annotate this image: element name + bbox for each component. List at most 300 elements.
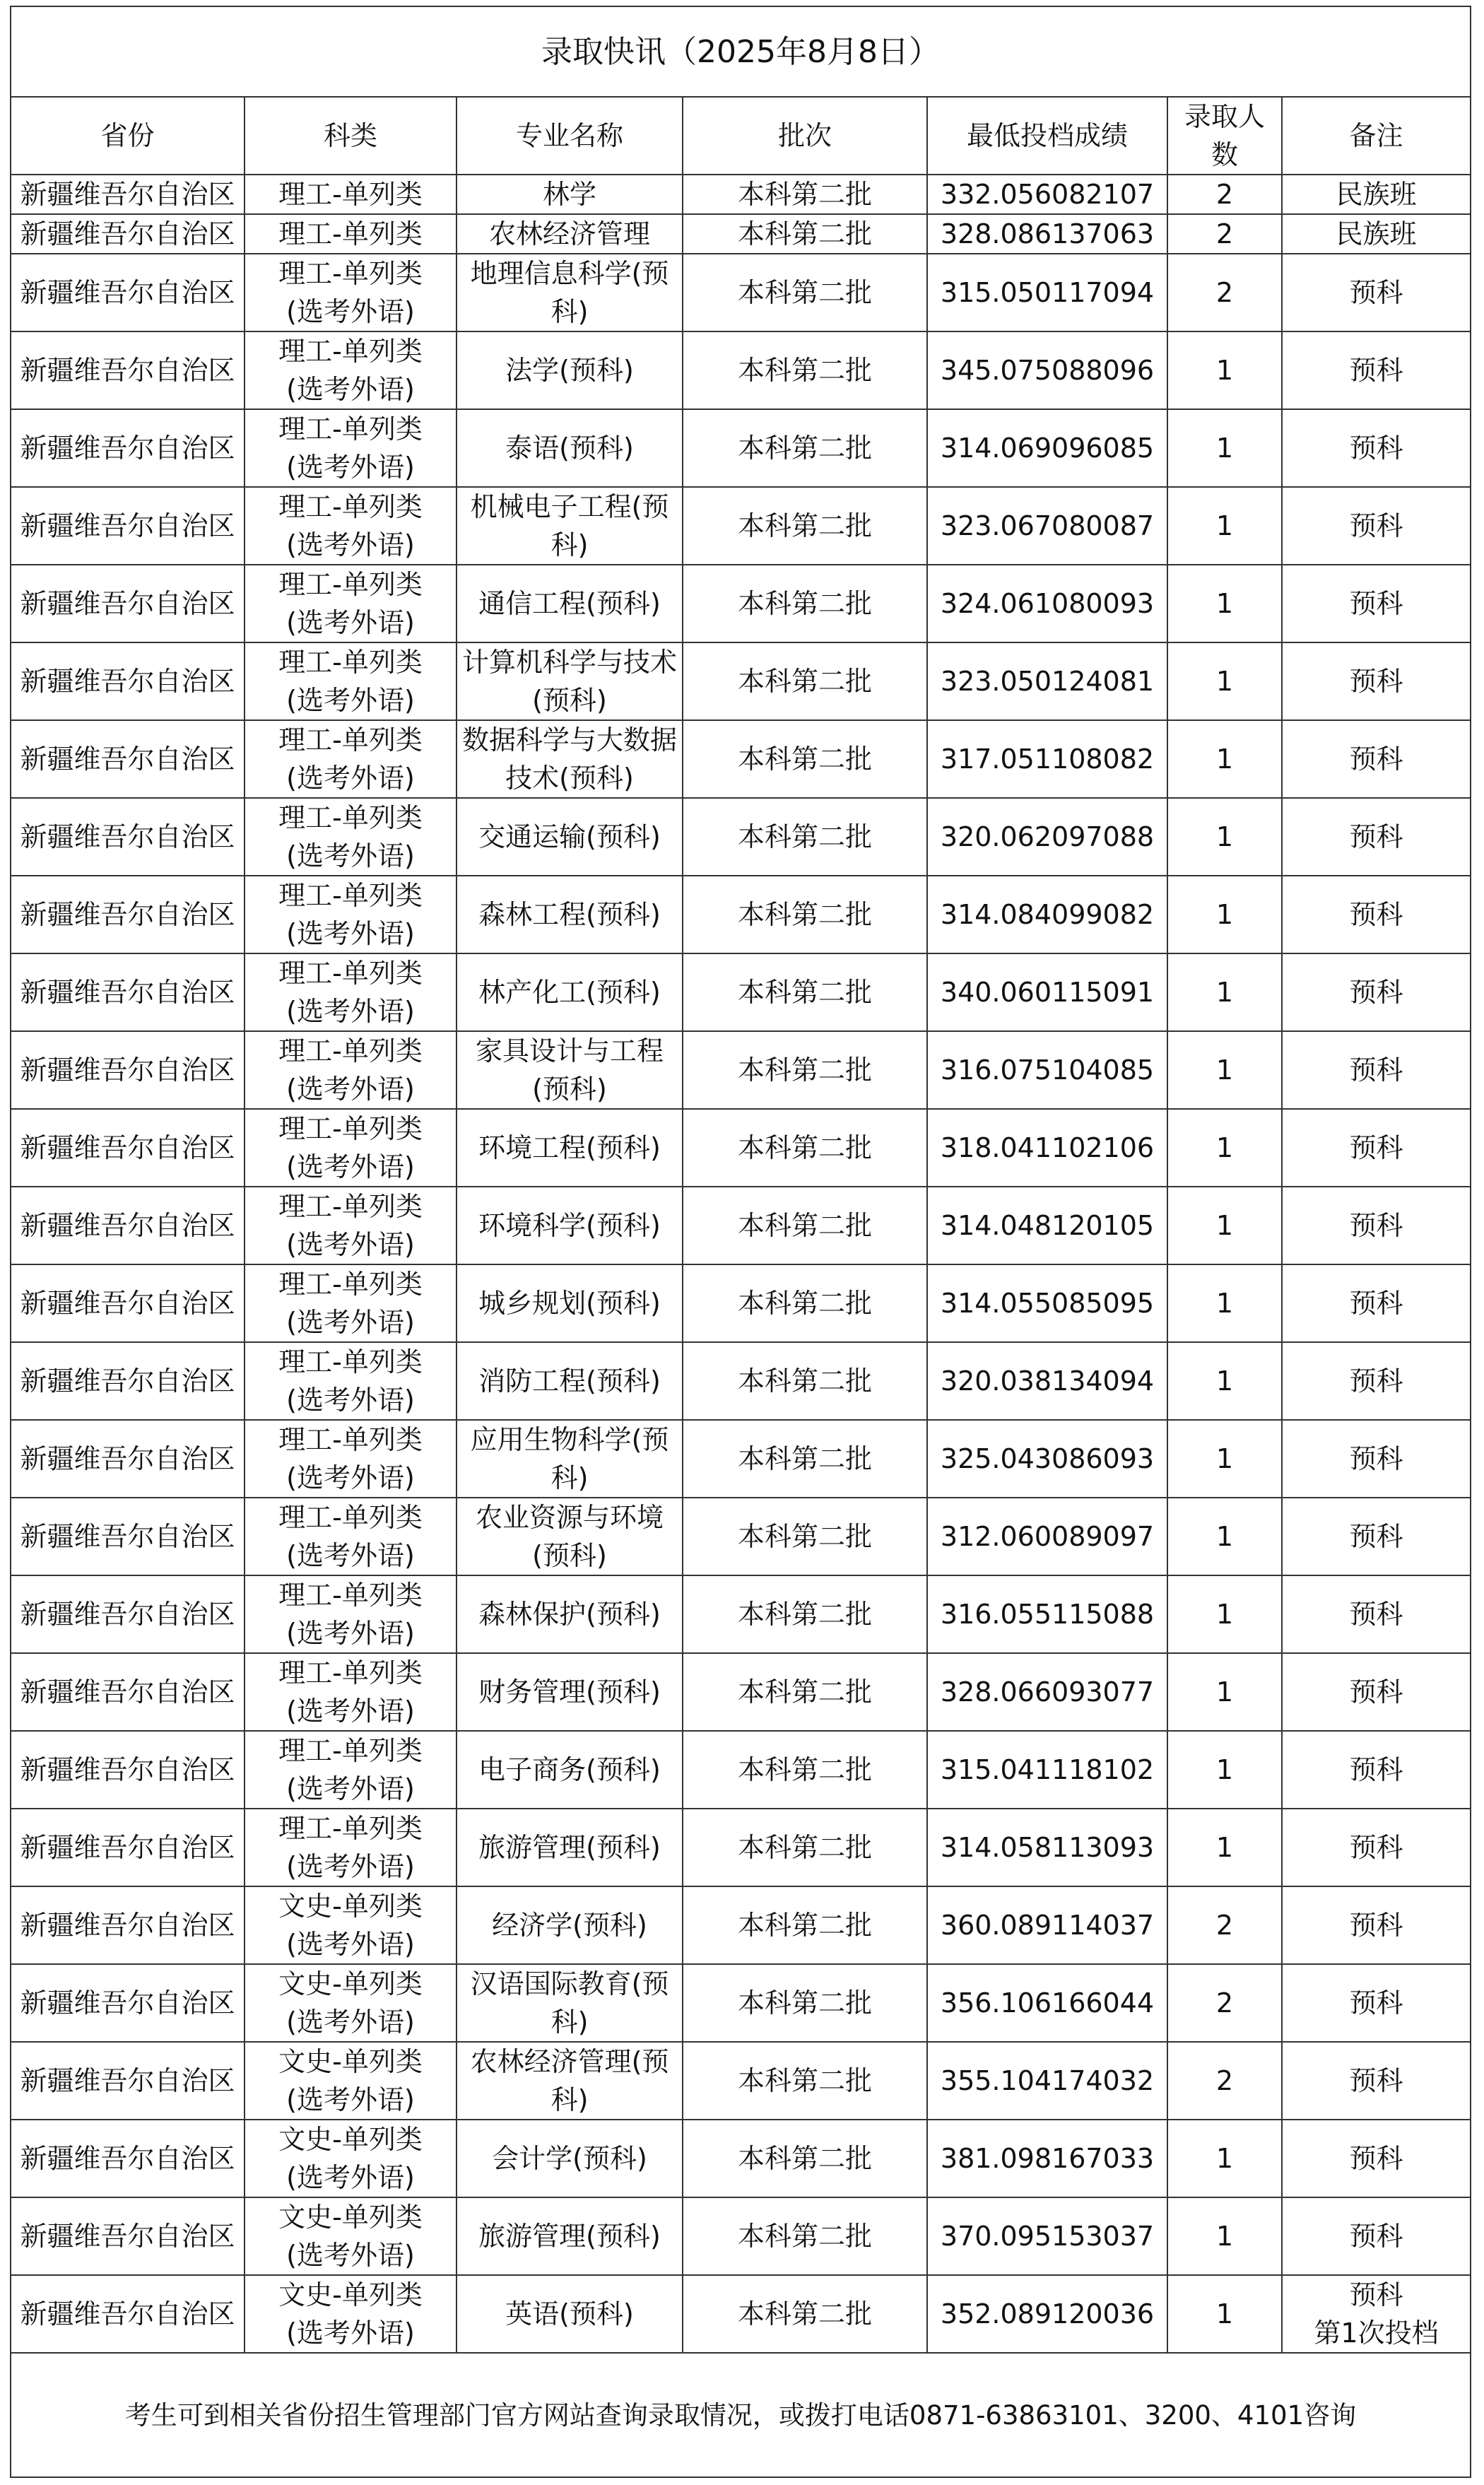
cell-major [457,254,683,331]
cell-province: 新疆维吾尔自治区 [11,798,245,876]
cell-note [1282,1420,1470,1498]
cell-note-line: 预科 [1349,1754,1403,1785]
cell-batch: 本科第二批 [683,1886,927,1964]
cell-major-line: 森林工程(预科) [478,899,661,930]
cell-batch: 本科第二批 [683,331,927,409]
cell-count: 1 [1167,409,1282,487]
cell-major-line: 环境工程(预科) [478,1132,661,1163]
cell-note [1282,642,1470,720]
cell-batch: 本科第二批 [683,720,927,798]
cell-province: 新疆维吾尔自治区 [11,953,245,1031]
cell-province: 新疆维吾尔自治区 [11,2120,245,2197]
cell-type [245,175,457,214]
cell-type-line: (选考外语) [286,1307,415,1338]
cell-score: 323.067080087 [927,487,1167,565]
table-row [11,642,1470,720]
cell-score: 381.098167033 [927,2120,1167,2197]
cell-type-line: 理工-单列类 [278,1346,423,1377]
table-row [11,1342,1470,1420]
cell-count: 1 [1167,487,1282,565]
cell-type [245,953,457,1031]
cell-type-line: 理工-单列类 [278,724,423,756]
cell-note-line: 预科 [1349,1132,1403,1163]
cell-note-line: 预科 [1349,744,1403,775]
table-row [11,1420,1470,1498]
cell-province: 新疆维吾尔自治区 [11,2042,245,2120]
cell-note [1282,1342,1470,1420]
cell-type-line: 理工-单列类 [278,1269,423,1300]
table-row [11,1187,1470,1264]
cell-count: 1 [1167,1809,1282,1886]
cell-note-line: 预科 [1349,510,1403,541]
cell-type-line: (选考外语) [286,1540,415,1571]
cell-score: 352.089120036 [927,2275,1167,2353]
cell-count: 1 [1167,1498,1282,1575]
table-row [11,1964,1470,2042]
cell-province: 新疆维吾尔自治区 [11,487,245,565]
cell-type-line: (选考外语) [286,2317,415,2349]
cell-note-line: 预科 [1349,355,1403,386]
cell-province: 新疆维吾尔自治区 [11,1342,245,1420]
cell-note-line: 预科 [1349,1832,1403,1863]
cell-count: 1 [1167,565,1282,642]
cell-score: 332.056082107 [927,175,1167,214]
cell-type-line: (选考外语) [286,1851,415,1882]
cell-score: 370.095153037 [927,2197,1167,2275]
cell-type-line: 理工-单列类 [278,880,423,911]
cell-province: 新疆维吾尔自治区 [11,1964,245,2042]
cell-major [457,2197,683,2275]
cell-major-line: 旅游管理(预科) [478,1832,661,1863]
cell-major-line: (预科) [532,1540,607,1571]
table-row [11,2275,1470,2353]
cell-batch: 本科第二批 [683,409,927,487]
cell-type-line: 理工-单列类 [278,958,423,989]
cell-note [1282,2120,1470,2197]
cell-note-line: 预科 [1349,1987,1403,2019]
table-row [11,1498,1470,1575]
cell-province: 新疆维吾尔自治区 [11,1809,245,1886]
cell-province: 新疆维吾尔自治区 [11,331,245,409]
cell-type-line: (选考外语) [286,763,415,794]
cell-type-line: 理工-单列类 [278,1502,423,1533]
cell-count: 2 [1167,254,1282,331]
cell-major-line: 经济学(预科) [492,1910,647,1941]
cell-batch: 本科第二批 [683,1342,927,1420]
table-row [11,1886,1470,1964]
cell-type-line: 理工-单列类 [278,1191,423,1222]
table-row [11,1264,1470,1342]
cell-note-line: 民族班 [1336,179,1417,210]
header-batch: 批次 [683,98,927,175]
cell-score: 325.043086093 [927,1420,1167,1498]
header-score: 最低投档成绩 [927,98,1167,175]
table-row [11,565,1470,642]
cell-type [245,331,457,409]
cell-batch: 本科第二批 [683,953,927,1031]
cell-type-line: 理工-单列类 [278,218,423,249]
cell-type [245,1575,457,1653]
header-province: 省份 [11,98,245,175]
cell-major [457,2042,683,2120]
table-row [11,175,1470,214]
cell-note-line: 预科 [1349,899,1403,930]
cell-type [245,642,457,720]
cell-score: 340.060115091 [927,953,1167,1031]
cell-note-line: 民族班 [1336,218,1417,249]
cell-count: 1 [1167,1264,1282,1342]
cell-major [457,642,683,720]
cell-type-line: 理工-单列类 [278,647,423,678]
cell-batch: 本科第二批 [683,1575,927,1653]
cell-batch: 本科第二批 [683,876,927,953]
cell-type [245,1886,457,1964]
cell-score: 318.041102106 [927,1109,1167,1187]
cell-note-line: 预科 [1349,1054,1403,1086]
cell-type-line: 理工-单列类 [278,1424,423,1455]
cell-note-line: 预科 [1349,1365,1403,1397]
table-row [11,1809,1470,1886]
table-row [11,2120,1470,2197]
cell-note [1282,1498,1470,1575]
cell-major-line: 科) [550,2084,589,2115]
cell-type-line: 理工-单列类 [278,258,423,289]
cell-score: 360.089114037 [927,1886,1167,1964]
cell-province: 新疆维吾尔自治区 [11,720,245,798]
cell-type-line: (选考外语) [286,2084,415,2115]
cell-batch: 本科第二批 [683,1109,927,1187]
cell-type-line: 文史-单列类 [278,2046,423,2077]
cell-province: 新疆维吾尔自治区 [11,642,245,720]
cell-province: 新疆维吾尔自治区 [11,1420,245,1498]
cell-major-line: 农林经济管理 [488,218,650,249]
cell-note [1282,1264,1470,1342]
cell-count: 1 [1167,2197,1282,2275]
cell-note-line: 预科 [1349,2279,1403,2310]
cell-note [1282,798,1470,876]
cell-province: 新疆维吾尔自治区 [11,254,245,331]
cell-type [245,1187,457,1264]
cell-batch: 本科第二批 [683,2197,927,2275]
cell-province: 新疆维吾尔自治区 [11,1886,245,1964]
cell-note [1282,254,1470,331]
table-row [11,1031,1470,1109]
cell-batch: 本科第二批 [683,254,927,331]
cell-type-line: (选考外语) [286,452,415,483]
cell-score: 328.066093077 [927,1653,1167,1731]
cell-major [457,565,683,642]
cell-count: 2 [1167,1886,1282,1964]
cell-score: 356.106166044 [927,1964,1167,2042]
cell-major-line: 财务管理(预科) [478,1676,661,1708]
cell-note [1282,1575,1470,1653]
cell-batch: 本科第二批 [683,2275,927,2353]
cell-province: 新疆维吾尔自治区 [11,409,245,487]
cell-type-line: 理工-单列类 [278,179,423,210]
cell-type [245,1109,457,1187]
cell-note-line: 预科 [1349,2221,1403,2252]
table-row [11,876,1470,953]
cell-note-line: 预科 [1349,2143,1403,2174]
cell-type-line: (选考外语) [286,840,415,871]
cell-type-line: 理工-单列类 [278,1735,423,1766]
cell-note-line: 预科 [1349,977,1403,1008]
header-type: 科类 [245,98,457,175]
cell-score: 314.084099082 [927,876,1167,953]
cell-type-line: 理工-单列类 [278,1580,423,1611]
cell-province: 新疆维吾尔自治区 [11,1187,245,1264]
cell-major [457,214,683,254]
cell-type-line: (选考外语) [286,374,415,405]
cell-note [1282,1653,1470,1731]
cell-major-line: 消防工程(预科) [478,1365,661,1397]
cell-note [1282,175,1470,214]
cell-batch: 本科第二批 [683,1031,927,1109]
cell-note-line: 预科 [1349,1210,1403,1241]
cell-batch: 本科第二批 [683,1264,927,1342]
cell-type-line: 文史-单列类 [278,2279,423,2310]
cell-province: 新疆维吾尔自治区 [11,876,245,953]
cell-major-line: 英语(预科) [505,2298,634,2330]
cell-type-line: 理工-单列类 [278,1113,423,1144]
cell-batch: 本科第二批 [683,2042,927,2120]
cell-score: 314.058113093 [927,1809,1167,1886]
cell-batch: 本科第二批 [683,2120,927,2197]
cell-batch: 本科第二批 [683,1809,927,1886]
table-row [11,2197,1470,2275]
cell-score: 317.051108082 [927,720,1167,798]
cell-major [457,1653,683,1731]
cell-note [1282,2197,1470,2275]
table-row [11,254,1470,331]
cell-count: 1 [1167,1420,1282,1498]
cell-batch: 本科第二批 [683,798,927,876]
cell-note-line: 预科 [1349,1288,1403,1319]
cell-type-line: 理工-单列类 [278,1657,423,1688]
cell-type-line: (选考外语) [286,296,415,327]
cell-province: 新疆维吾尔自治区 [11,1031,245,1109]
cell-major [457,1187,683,1264]
cell-major [457,1342,683,1420]
cell-major-line: 农林经济管理(预 [470,2046,669,2077]
cell-type [245,798,457,876]
cell-note-line: 预科 [1349,666,1403,697]
cell-note [1282,953,1470,1031]
cell-count: 2 [1167,2042,1282,2120]
cell-major-line: 旅游管理(预科) [478,2221,661,2252]
cell-major-line: 科) [550,1462,589,1493]
cell-type-line: 文史-单列类 [278,2202,423,2233]
cell-batch: 本科第二批 [683,487,927,565]
table-row [11,1575,1470,1653]
cell-count: 2 [1167,175,1282,214]
cell-batch: 本科第二批 [683,565,927,642]
table-row [11,1109,1470,1187]
cell-province: 新疆维吾尔自治区 [11,1264,245,1342]
cell-score: 324.061080093 [927,565,1167,642]
cell-major-line: 地理信息科学(预 [470,258,669,289]
cell-major [457,1575,683,1653]
cell-province: 新疆维吾尔自治区 [11,1575,245,1653]
cell-batch: 本科第二批 [683,1498,927,1575]
cell-count: 1 [1167,798,1282,876]
cell-type-line: (选考外语) [286,1229,415,1260]
cell-type [245,1031,457,1109]
cell-score: 328.086137063 [927,214,1167,254]
cell-major [457,1031,683,1109]
cell-major-line: 农业资源与环境 [475,1502,664,1533]
cell-score: 314.048120105 [927,1187,1167,1264]
cell-major [457,953,683,1031]
cell-note [1282,2042,1470,2120]
header-count [1167,98,1282,175]
cell-note-line: 预科 [1349,588,1403,619]
cell-type [245,1264,457,1342]
cell-count: 1 [1167,1342,1282,1420]
cell-province: 新疆维吾尔自治区 [11,1731,245,1809]
cell-type-line: 理工-单列类 [278,802,423,833]
cell-type [245,1498,457,1575]
cell-type [245,1342,457,1420]
table-row [11,1653,1470,1731]
footer-contact-note: 考生可到相关省份招生管理部门官方网站查询录取情况，或拨打电话0871-63863101、3200、4101咨询 [11,2352,1470,2477]
cell-batch: 本科第二批 [683,1731,927,1809]
cell-major-line: 技术(预科) [505,763,634,794]
cell-note [1282,409,1470,487]
cell-type-line: 文史-单列类 [278,1968,423,1999]
cell-note-line: 预科 [1349,1910,1403,1941]
cell-note-line: 预科 [1349,1676,1403,1708]
cell-count: 2 [1167,214,1282,254]
cell-batch: 本科第二批 [683,1420,927,1498]
cell-province: 新疆维吾尔自治区 [11,214,245,254]
cell-note-line: 预科 [1349,2065,1403,2096]
cell-major-line: 林产化工(预科) [478,977,661,1008]
cell-note [1282,1187,1470,1264]
cell-major [457,876,683,953]
admission-table [11,98,1470,2354]
cell-note [1282,1731,1470,1809]
cell-count: 1 [1167,953,1282,1031]
cell-major [457,1498,683,1575]
cell-note [1282,331,1470,409]
cell-note [1282,1886,1470,1964]
cell-note-line: 预科 [1349,1599,1403,1630]
cell-major-line: 汉语国际教育(预 [470,1968,669,1999]
table-row [11,214,1470,254]
cell-major-line: (预科) [532,1074,607,1105]
cell-batch: 本科第二批 [683,1653,927,1731]
cell-major [457,1264,683,1342]
cell-score: 316.075104085 [927,1031,1167,1109]
cell-type-line: 理工-单列类 [278,569,423,600]
cell-score: 355.104174032 [927,2042,1167,2120]
cell-major-line: 科) [550,296,589,327]
header-count-line2: 数 [1211,139,1238,170]
cell-type-line: 理工-单列类 [278,336,423,367]
table-row [11,409,1470,487]
cell-major [457,2120,683,2197]
cell-count: 1 [1167,642,1282,720]
cell-count: 1 [1167,1575,1282,1653]
cell-type-line: 理工-单列类 [278,1813,423,1844]
cell-type [245,254,457,331]
cell-batch: 本科第二批 [683,1964,927,2042]
cell-province: 新疆维吾尔自治区 [11,2197,245,2275]
cell-batch: 本科第二批 [683,214,927,254]
cell-type-line: (选考外语) [286,607,415,638]
cell-major-line: 数据科学与大数据 [461,724,677,756]
cell-count: 1 [1167,1187,1282,1264]
cell-count: 1 [1167,720,1282,798]
cell-note [1282,565,1470,642]
cell-province: 新疆维吾尔自治区 [11,1109,245,1187]
cell-type-line: 理工-单列类 [278,491,423,522]
cell-score: 314.069096085 [927,409,1167,487]
cell-major-line: 交通运输(预科) [478,821,661,852]
cell-type [245,1731,457,1809]
cell-major-line: 林学 [542,179,596,210]
cell-type-line: (选考外语) [286,1618,415,1649]
cell-major-line: (预科) [532,685,607,716]
cell-note [1282,214,1470,254]
cell-type-line: (选考外语) [286,1385,415,1416]
cell-score: 320.062097088 [927,798,1167,876]
cell-type [245,565,457,642]
cell-major-line: 机械电子工程(预 [470,491,669,522]
cell-type-line: (选考外语) [286,996,415,1027]
cell-note [1282,876,1470,953]
cell-major [457,1809,683,1886]
cell-major-line: 科) [550,529,589,560]
cell-type [245,1964,457,2042]
cell-batch: 本科第二批 [683,1187,927,1264]
table-header-row [11,98,1470,175]
cell-score: 315.050117094 [927,254,1167,331]
cell-note [1282,487,1470,565]
cell-type-line: (选考外语) [286,2240,415,2271]
cell-type-line: (选考外语) [286,2007,415,2038]
header-note: 备注 [1282,98,1470,175]
cell-major [457,2275,683,2353]
cell-major-line: 泰语(预科) [505,433,634,464]
cell-major-line: 森林保护(预科) [478,1599,661,1630]
cell-major [457,1731,683,1809]
cell-type-line: (选考外语) [286,1074,415,1105]
cell-score: 314.055085095 [927,1264,1167,1342]
cell-note-line: 预科 [1349,1443,1403,1474]
table-row [11,953,1470,1031]
cell-score: 315.041118102 [927,1731,1167,1809]
cell-type-line: (选考外语) [286,1773,415,1804]
cell-type-line: (选考外语) [286,1462,415,1493]
cell-type [245,1809,457,1886]
cell-note-line: 预科 [1349,277,1403,308]
cell-major-line: 科) [550,2007,589,2038]
cell-score: 312.060089097 [927,1498,1167,1575]
cell-note [1282,1109,1470,1187]
cell-batch: 本科第二批 [683,175,927,214]
cell-count: 2 [1167,1964,1282,2042]
cell-type [245,2197,457,2275]
cell-count: 1 [1167,331,1282,409]
cell-major-line: 会计学(预科) [492,2143,647,2174]
cell-type-line: (选考外语) [286,529,415,560]
cell-note [1282,1031,1470,1109]
cell-type [245,214,457,254]
cell-major-line: 通信工程(预科) [478,588,661,619]
cell-type [245,1653,457,1731]
